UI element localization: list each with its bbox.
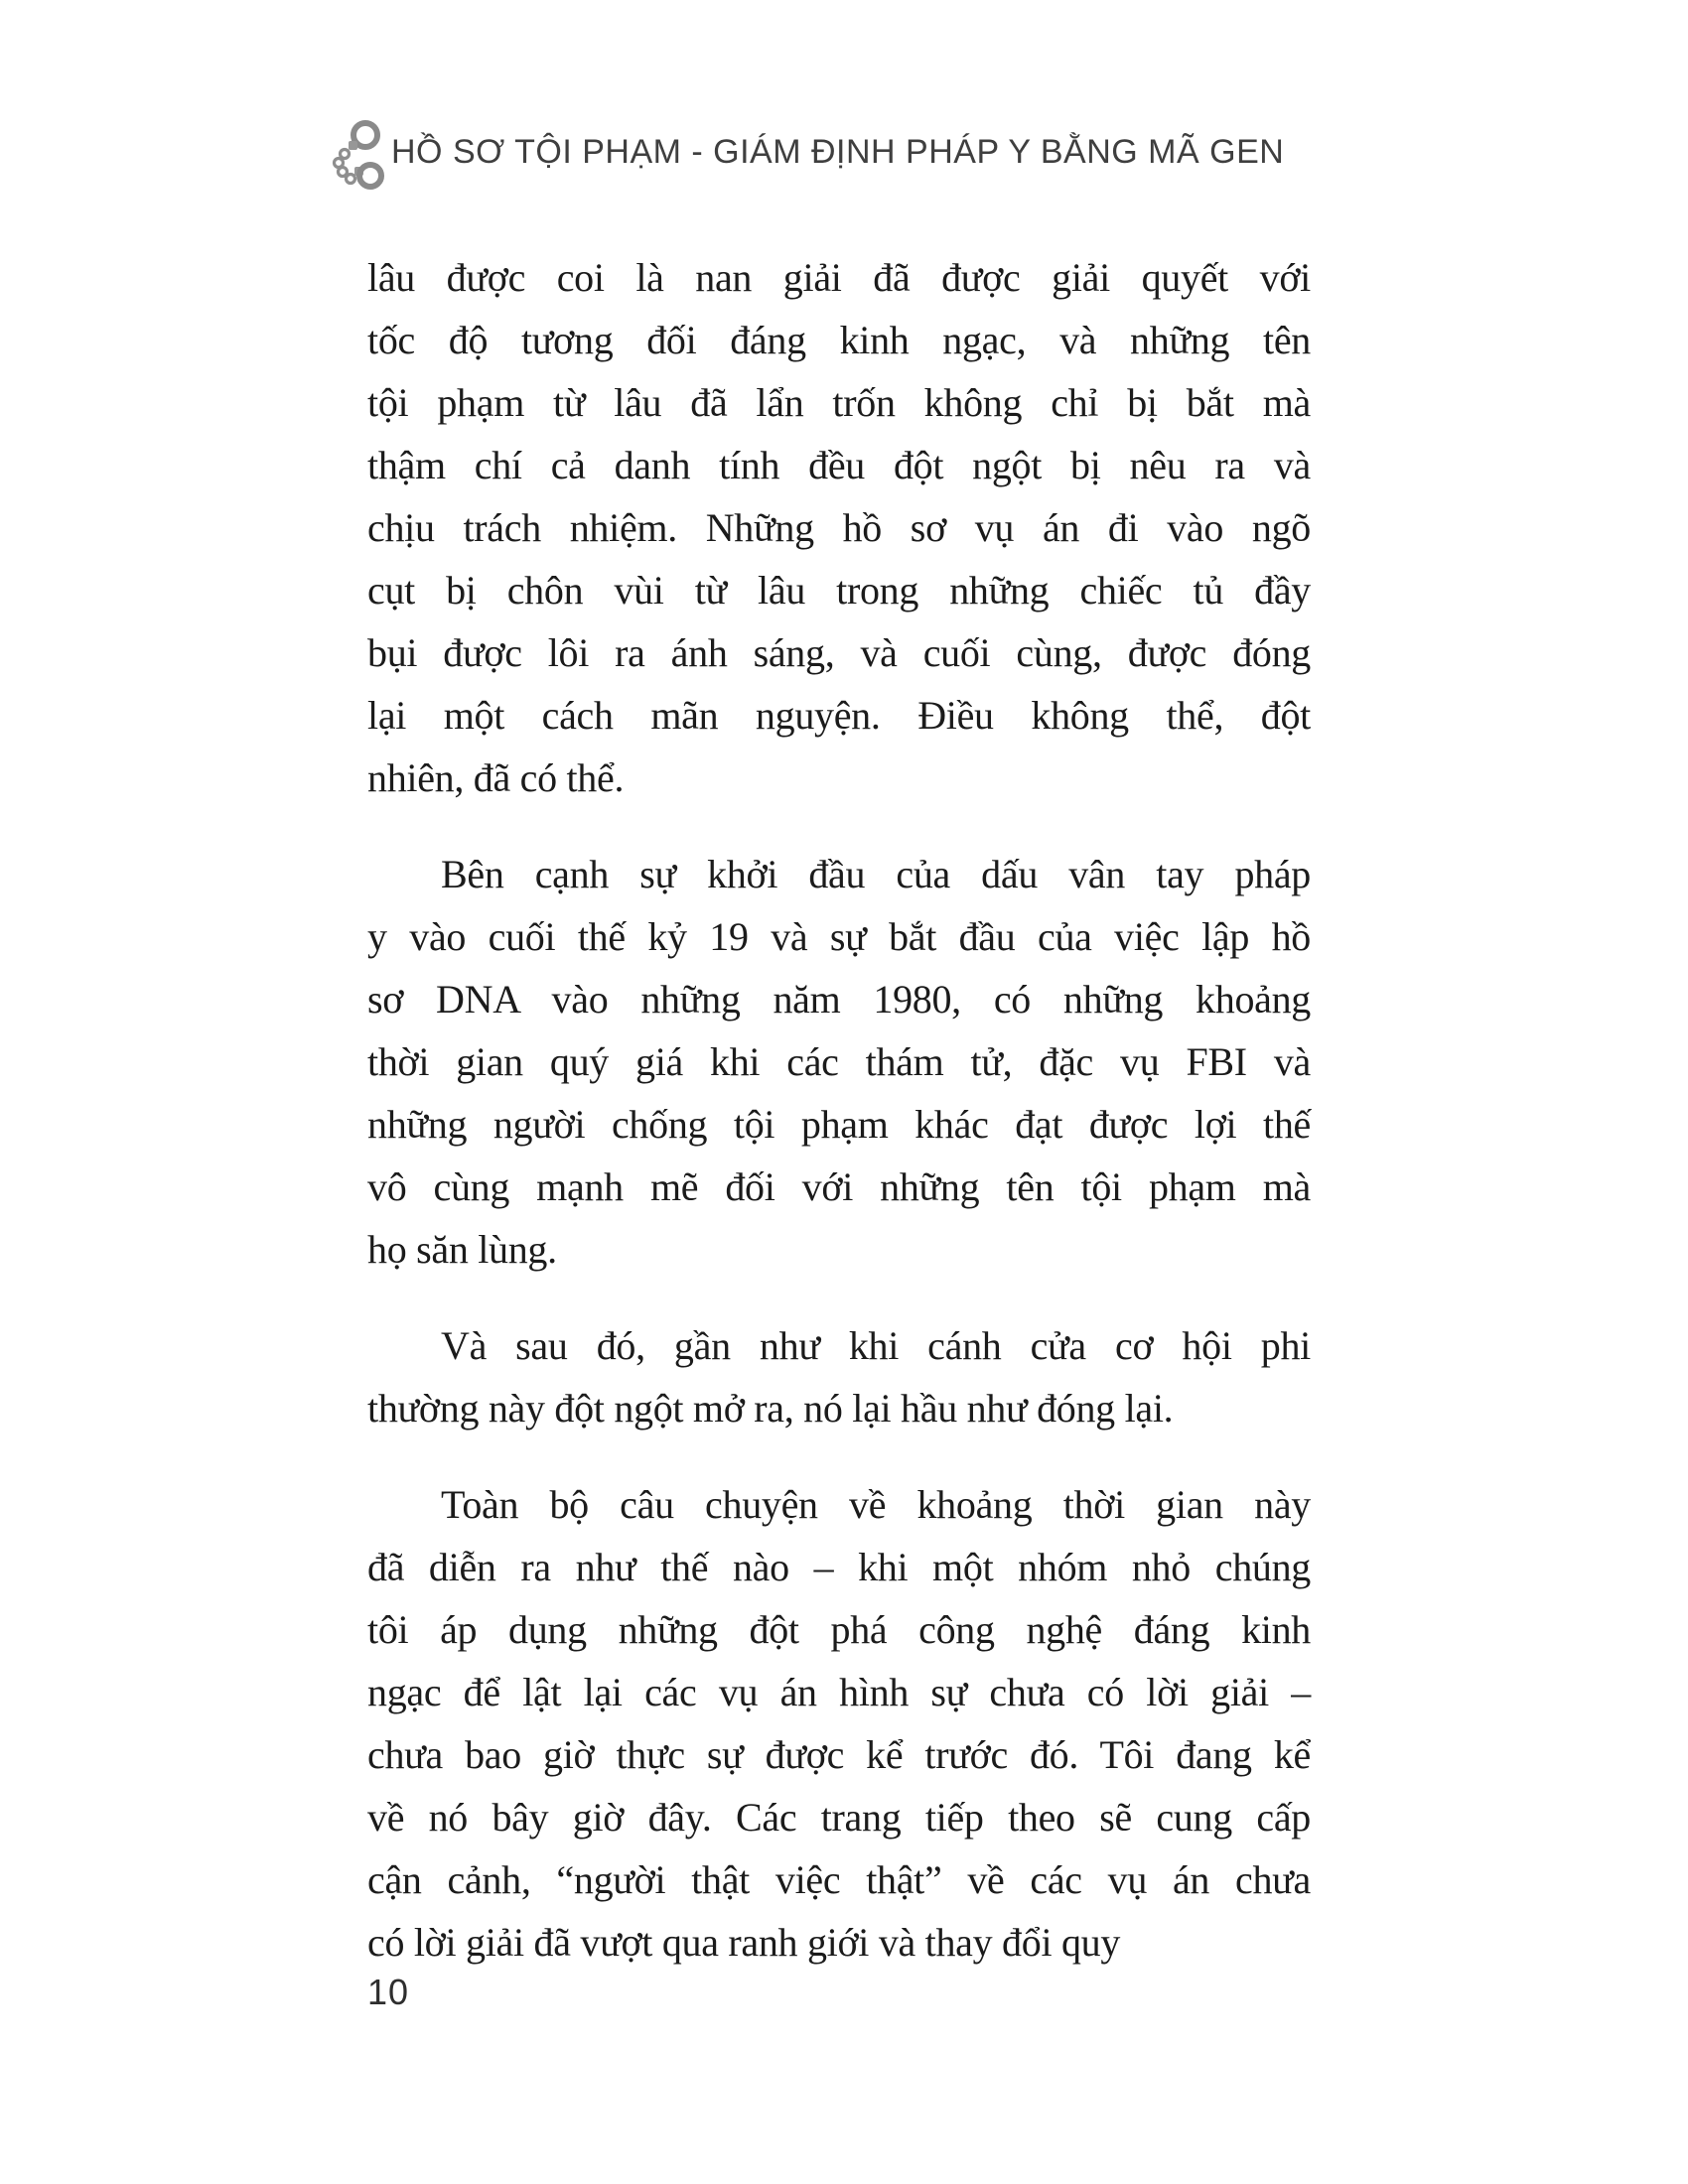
page-number: 10 [367,1972,410,2012]
text-line: nhiên, đã có thể. [367,755,625,800]
text-line: họ săn lùng. [367,1227,557,1272]
text-line: chưa bao giờ thực sự được kể trước đó. Tôi đang kể [367,1732,1311,1777]
text-line: Toàn bộ câu chuyện về khoảng thời gian này [441,1482,1311,1527]
text-line: bụi được lôi ra ánh sáng, và cuối cùng, được đóng [367,630,1311,675]
text-line: y vào cuối thế kỷ 19 và sự bắt đầu của việc lập hồ [367,914,1311,959]
text-line: tốc độ tương đối đáng kinh ngạc, và những tên [367,318,1311,362]
text-line: về nó bây giờ đây. Các trang tiếp theo sẽ cung cấp [367,1795,1311,1840]
text-line: sơ DNA vào những năm 1980, có những khoảng [367,977,1311,1022]
handcuffs-icon [326,119,387,191]
text-line: cận cảnh, “người thật việc thật” về các vụ án chưa [367,1857,1311,1902]
text-line: tôi áp dụng những đột phá công nghệ đáng kinh [367,1607,1311,1652]
text-line: thậm chí cả danh tính đều đột ngột bị nêu ra và [367,443,1311,487]
paragraph [367,843,1311,1281]
page-body-text [367,246,1311,1974]
text-line: những người chống tội phạm khác đạt được lợi thế [367,1102,1311,1147]
text-line: Và sau đó, gần như khi cánh cửa cơ hội phi [441,1323,1311,1368]
text-line: vô cùng mạnh mẽ đối với những tên tội phạm mà [367,1164,1311,1209]
text-line: đã diễn ra như thế nào – khi một nhóm nhỏ chúng [367,1545,1311,1589]
paragraph [367,246,1311,809]
paragraph [367,1473,1311,1974]
text-line: Bên cạnh sự khởi đầu của dấu vân tay pháp [441,852,1311,896]
text-line: có lời giải đã vượt qua ranh giới và thay đổi quy [367,1920,1121,1965]
text-line: lâu được coi là nan giải đã được giải quyết với [367,255,1311,300]
paragraph [367,1314,1311,1439]
text-line: chịu trách nhiệm. Những hồ sơ vụ án đi vào ngõ [367,505,1311,550]
text-line: thường này đột ngột mở ra, nó lại hầu như đóng lại. [367,1386,1174,1431]
running-header-title: HỒ SƠ TỘI PHẠM - GIÁM ĐỊNH PHÁP Y BẰNG MÃ GEN [391,133,1285,171]
text-line: tội phạm từ lâu đã lẩn trốn không chỉ bị bắt mà [367,380,1311,425]
text-line: thời gian quý giá khi các thám tử, đặc vụ FBI và [367,1039,1311,1084]
text-line: cụt bị chôn vùi từ lâu trong những chiếc tủ đầy [367,568,1311,613]
text-line: ngạc để lật lại các vụ án hình sự chưa có lời giải – [367,1670,1311,1714]
text-line: lại một cách mãn nguyện. Điều không thể, đột [367,693,1311,738]
